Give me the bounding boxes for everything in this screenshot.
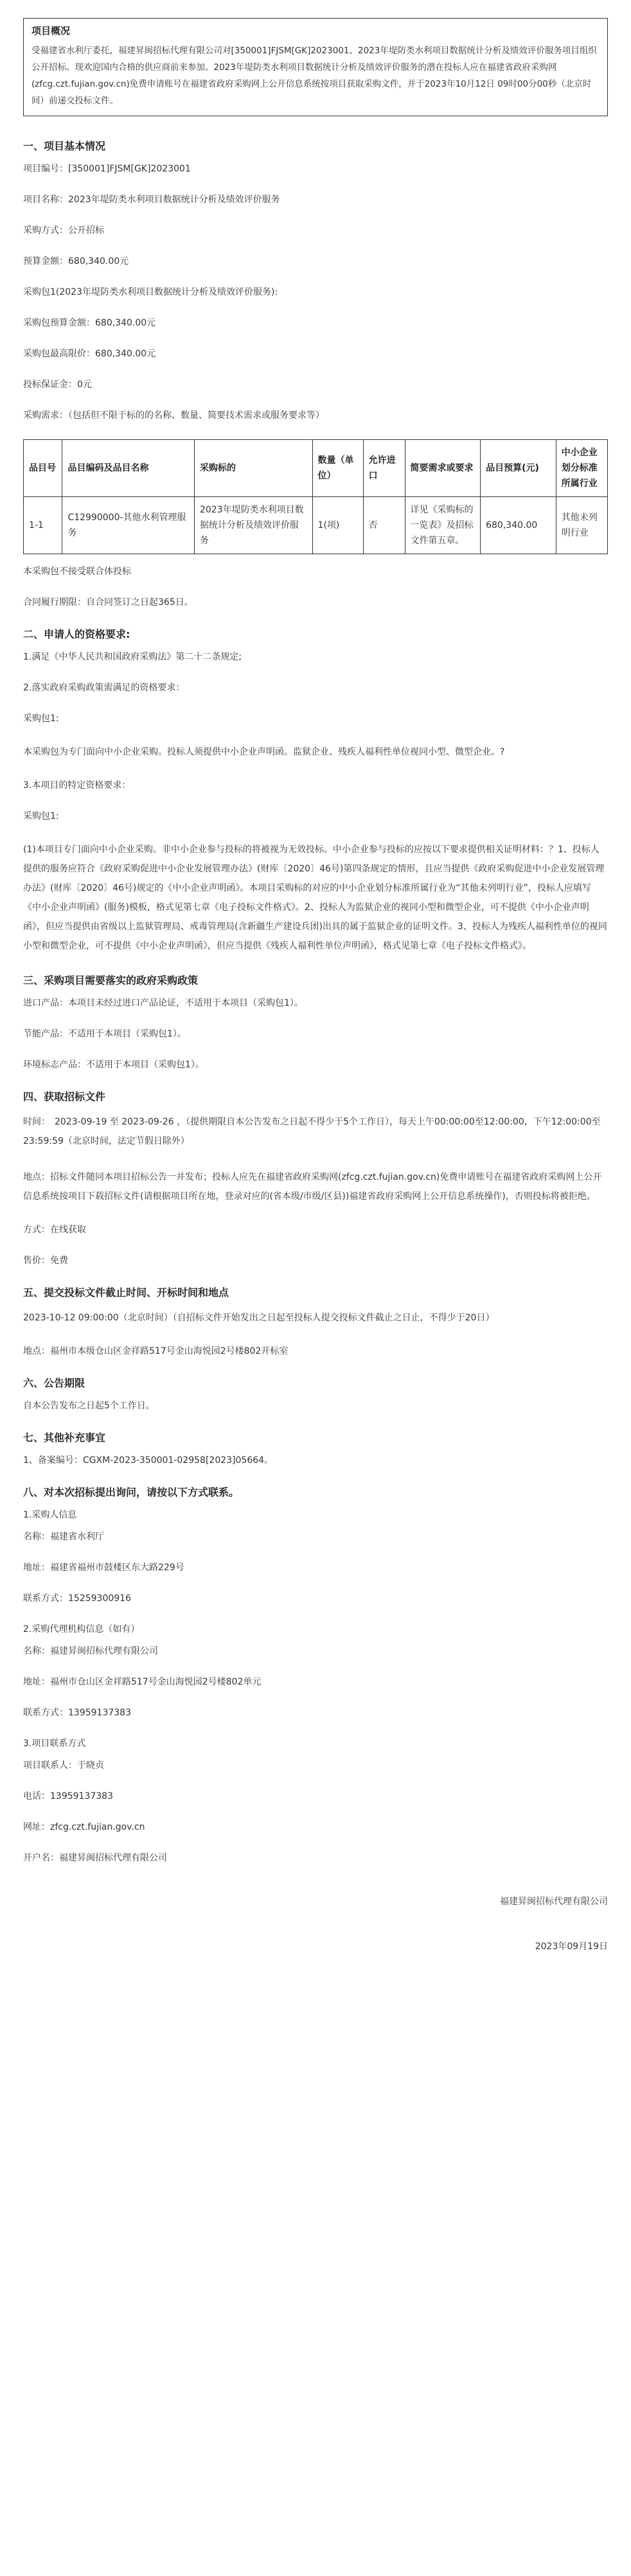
specific-qualification-text: (1)本项目专门面向中小企业采购。非中小企业参与投标的将被视为无效投标。中小企业参与投标的应按以下要求提供相关证明材料：？1、投标人提供的服务应符合《政府采购促进中小企业发展管理办法》(财库〔2020〕46号)第四条规定的情形，且应当提供《政府采购促进中小企业发展管理办法》(财库〔2020〕46号)规定的《中小企业声明函》。本项目采购标的对应的中小企业划分标准所属行业为“其他未列明行业”，投标人应填写《中小企业声明函》(服务)模板，格式见第七章《电子投标文件格式》。2、投标人为监狱企业的视同小型和微型企业，可不提供《中小企业声明函》，但应当提供由省级以上监狱管理局、戒毒管理局(含新疆生产建设兵团)出具的属于监狱企业的证明文件。3、投标人为残疾人福利性单位的视同小型和微型企业，可不提供《中小企业声明函》，但应当提供《残疾人福利性单位声明函》，格式见第七章《电子投标文件格式》。 (23, 845, 607, 951)
table-header: 采购标的 (194, 440, 312, 497)
section-3-title: 三、采购项目需要落实的政府采购政策 (23, 974, 199, 986)
env-label-products-policy: 环境标志产品：不适用于本项目（采购包1）。 (23, 1060, 204, 1070)
project-website: 网址：zfcg.czt.fujian.gov.cn (23, 1822, 145, 1832)
table-header-row (24, 440, 608, 497)
package-budget: 采购包预算金额：680,340.00元 (23, 318, 156, 328)
section-1-title: 一、项目基本情况 (23, 140, 106, 152)
agency-phone: 联系方式：13959137383 (23, 1708, 131, 1718)
requirements-table (23, 439, 608, 554)
project-contact-person: 项目联系人：于晓贞 (23, 1760, 104, 1771)
acquisition-mode: 方式：在线获取 (23, 1225, 86, 1235)
overview-text: 受福建省水利厅委托，福建昇闽招标代理有限公司对[350001]FJSM[GK]2023001、2023年堤防类水利项目数据统计分析及绩效评价服务项目组织公开招标。现欢迎国内合格的供应商前来参加。2023年堤防类水利项目数据统计分析及绩效评价服务的潜在投标人应在福建省政府采购网(zfcg.czt.fujian.gov.cn)免费申请账号在福建省政府采购网上公开信息系统按项目获取采购文件，并于2023年10月12日 09时00分00秒（北京时间）前递交投标文件。 (31, 46, 597, 106)
section-6-title: 六、公告期限 (23, 1377, 85, 1389)
purchaser-phone: 联系方式：15259300916 (23, 1593, 131, 1604)
package-title: 采购包1(2023年堤防类水利项目数据统计分析及绩效评价服务): (23, 287, 278, 297)
account-name: 开户名：福建昇闽招标代理有限公司 (23, 1853, 167, 1863)
package-1-label: 采购包1: (23, 811, 59, 821)
table-cell: 2023年堤防类水利项目数据统计分析及绩效评价服务 (194, 497, 312, 554)
table-cell: 1-1 (24, 497, 62, 554)
announcement-date: 2023年09月19日 (535, 1941, 608, 1952)
table-header: 中小企业划分标准所属行业 (556, 440, 607, 497)
bid-deposit: 投标保证金：0元 (23, 380, 92, 390)
section-5-title: 五、提交投标文件截止时间、开标时间和地点 (23, 1286, 229, 1299)
section-4-title: 四、获取招标文件 (23, 1091, 106, 1103)
energy-products-policy: 节能产品：不适用于本项目（采购包1）。 (23, 1029, 186, 1039)
table-row (24, 497, 608, 554)
project-contact-heading: 3.项目联系方式 (23, 1739, 86, 1749)
table-header: 品目号 (24, 440, 62, 497)
section-7-title: 七、其他补充事宜 (23, 1432, 106, 1444)
table-header: 允许进口 (363, 440, 405, 497)
table-header: 品目编码及品目名称 (62, 440, 195, 497)
overview-title: 项目概况 (31, 25, 71, 37)
record-number: 1、备案编号：CGXM-2023-350001-02958[2023]05664。 (23, 1455, 274, 1466)
section-2-title: 二、申请人的资格要求: (23, 628, 130, 640)
agency-address: 地址：福州市仓山区金祥路517号金山海悦园2号楼802单元 (23, 1677, 262, 1687)
procurement-demand: 采购需求：（包括但不限于标的的名称、数量、简要技术需求或服务要求等） (23, 410, 324, 421)
sme-policy-text: 本采购包为专门面向中小企业采购。投标人须提供中小企业声明函。监狱企业、残疾人福利性单位视同小型、微型企业。? (23, 747, 505, 757)
table-cell: C12990000-其他水利管理服务 (62, 497, 195, 554)
agency-name: 名称：福建昇闽招标代理有限公司 (23, 1646, 158, 1656)
no-consortium-note: 本采购包不接受联合体投标 (23, 566, 131, 577)
project-contact-phone: 电话：13959137383 (23, 1791, 113, 1801)
submission-deadline: 2023-10-12 09:00:00（北京时间）（自招标文件开始发出之日起至投标人提交投标文件截止之日止，不得少于20日） (23, 1313, 495, 1323)
procurement-method: 采购方式：公开招标 (23, 225, 104, 236)
qualification-item-1: 1.满足《中华人民共和国政府采购法》第二十二条规定; (23, 652, 242, 662)
import-products-policy: 进口产品：本项目未经过进口产品论证，不适用于本项目（采购包1）。 (23, 998, 303, 1008)
contract-term: 合同履行期限：自合同签订之日起365日。 (23, 597, 193, 608)
acquisition-time: 时间： 2023-09-19 至 2023-09-26 ，（提供期限自本公告发布之日起不得少于5个工作日），每天上午00:00:00至12:00:00，下午12:00:00至23:59:59（北京时间，法定节假日除外） (23, 1117, 601, 1146)
table-header: 数量（单位） (312, 440, 363, 497)
section-8-title: 八、对本次招标提出询问，请按以下方式联系。 (23, 1486, 240, 1498)
document-price: 售价：免费 (23, 1256, 68, 1266)
project-name: 项目名称：2023年堤防类水利项目数据统计分析及绩效评价服务 (23, 195, 280, 205)
table-cell: 680,340.00 (481, 497, 556, 554)
signer-name: 福建昇闽招标代理有限公司 (500, 1897, 608, 1907)
table-header: 简要需求或要求 (405, 440, 481, 497)
purchaser-address: 地址：福建省福州市鼓楼区东大路229号 (23, 1563, 184, 1573)
agency-info-heading: 2.采购代理机构信息（如有） (23, 1624, 140, 1634)
table-cell: 1(项) (312, 497, 363, 554)
table-cell: 否 (363, 497, 405, 554)
table-cell: 其他未列明行业 (556, 497, 607, 554)
bid-opening-place: 地点：福州市本级仓山区金祥路517号金山海悦园2号楼802开标室 (23, 1346, 289, 1356)
package-1-label: 采购包1: (23, 714, 59, 724)
table-header: 品目预算(元) (481, 440, 556, 497)
table-cell: 详见《采购标的一览表》及招标文件第五章。 (405, 497, 481, 554)
qualification-item-2: 2.落实政府采购政策需满足的资格要求： (23, 683, 185, 693)
purchaser-info-heading: 1.采购人信息 (23, 1510, 77, 1520)
announcement-period: 自本公告发布之日起5个工作日。 (23, 1401, 155, 1411)
purchaser-name: 名称：福建省水利厅 (23, 1532, 104, 1542)
qualification-item-3: 3.本项目的特定资格要求： (23, 780, 131, 791)
package-max-price: 采购包最高限价：680,340.00元 (23, 349, 156, 359)
acquisition-place: 地点：招标文件随同本项目招标公告一并发布；投标人应先在福建省政府采购网(zfcg.czt.fujian.gov.cn)免费申请账号在福建省政府采购网上公开信息系统按项目下载招标文件(请根据项目所在地，登录对应的(省本级/市级/区县))福建省政府采购网上公开信息系统操作)，否则投标将被拒绝。 (23, 1172, 602, 1202)
budget-amount: 预算金额：680,340.00元 (23, 256, 129, 267)
project-number: 项目编号：[350001]FJSM[GK]2023001 (23, 164, 191, 174)
project-overview-box (23, 18, 608, 116)
